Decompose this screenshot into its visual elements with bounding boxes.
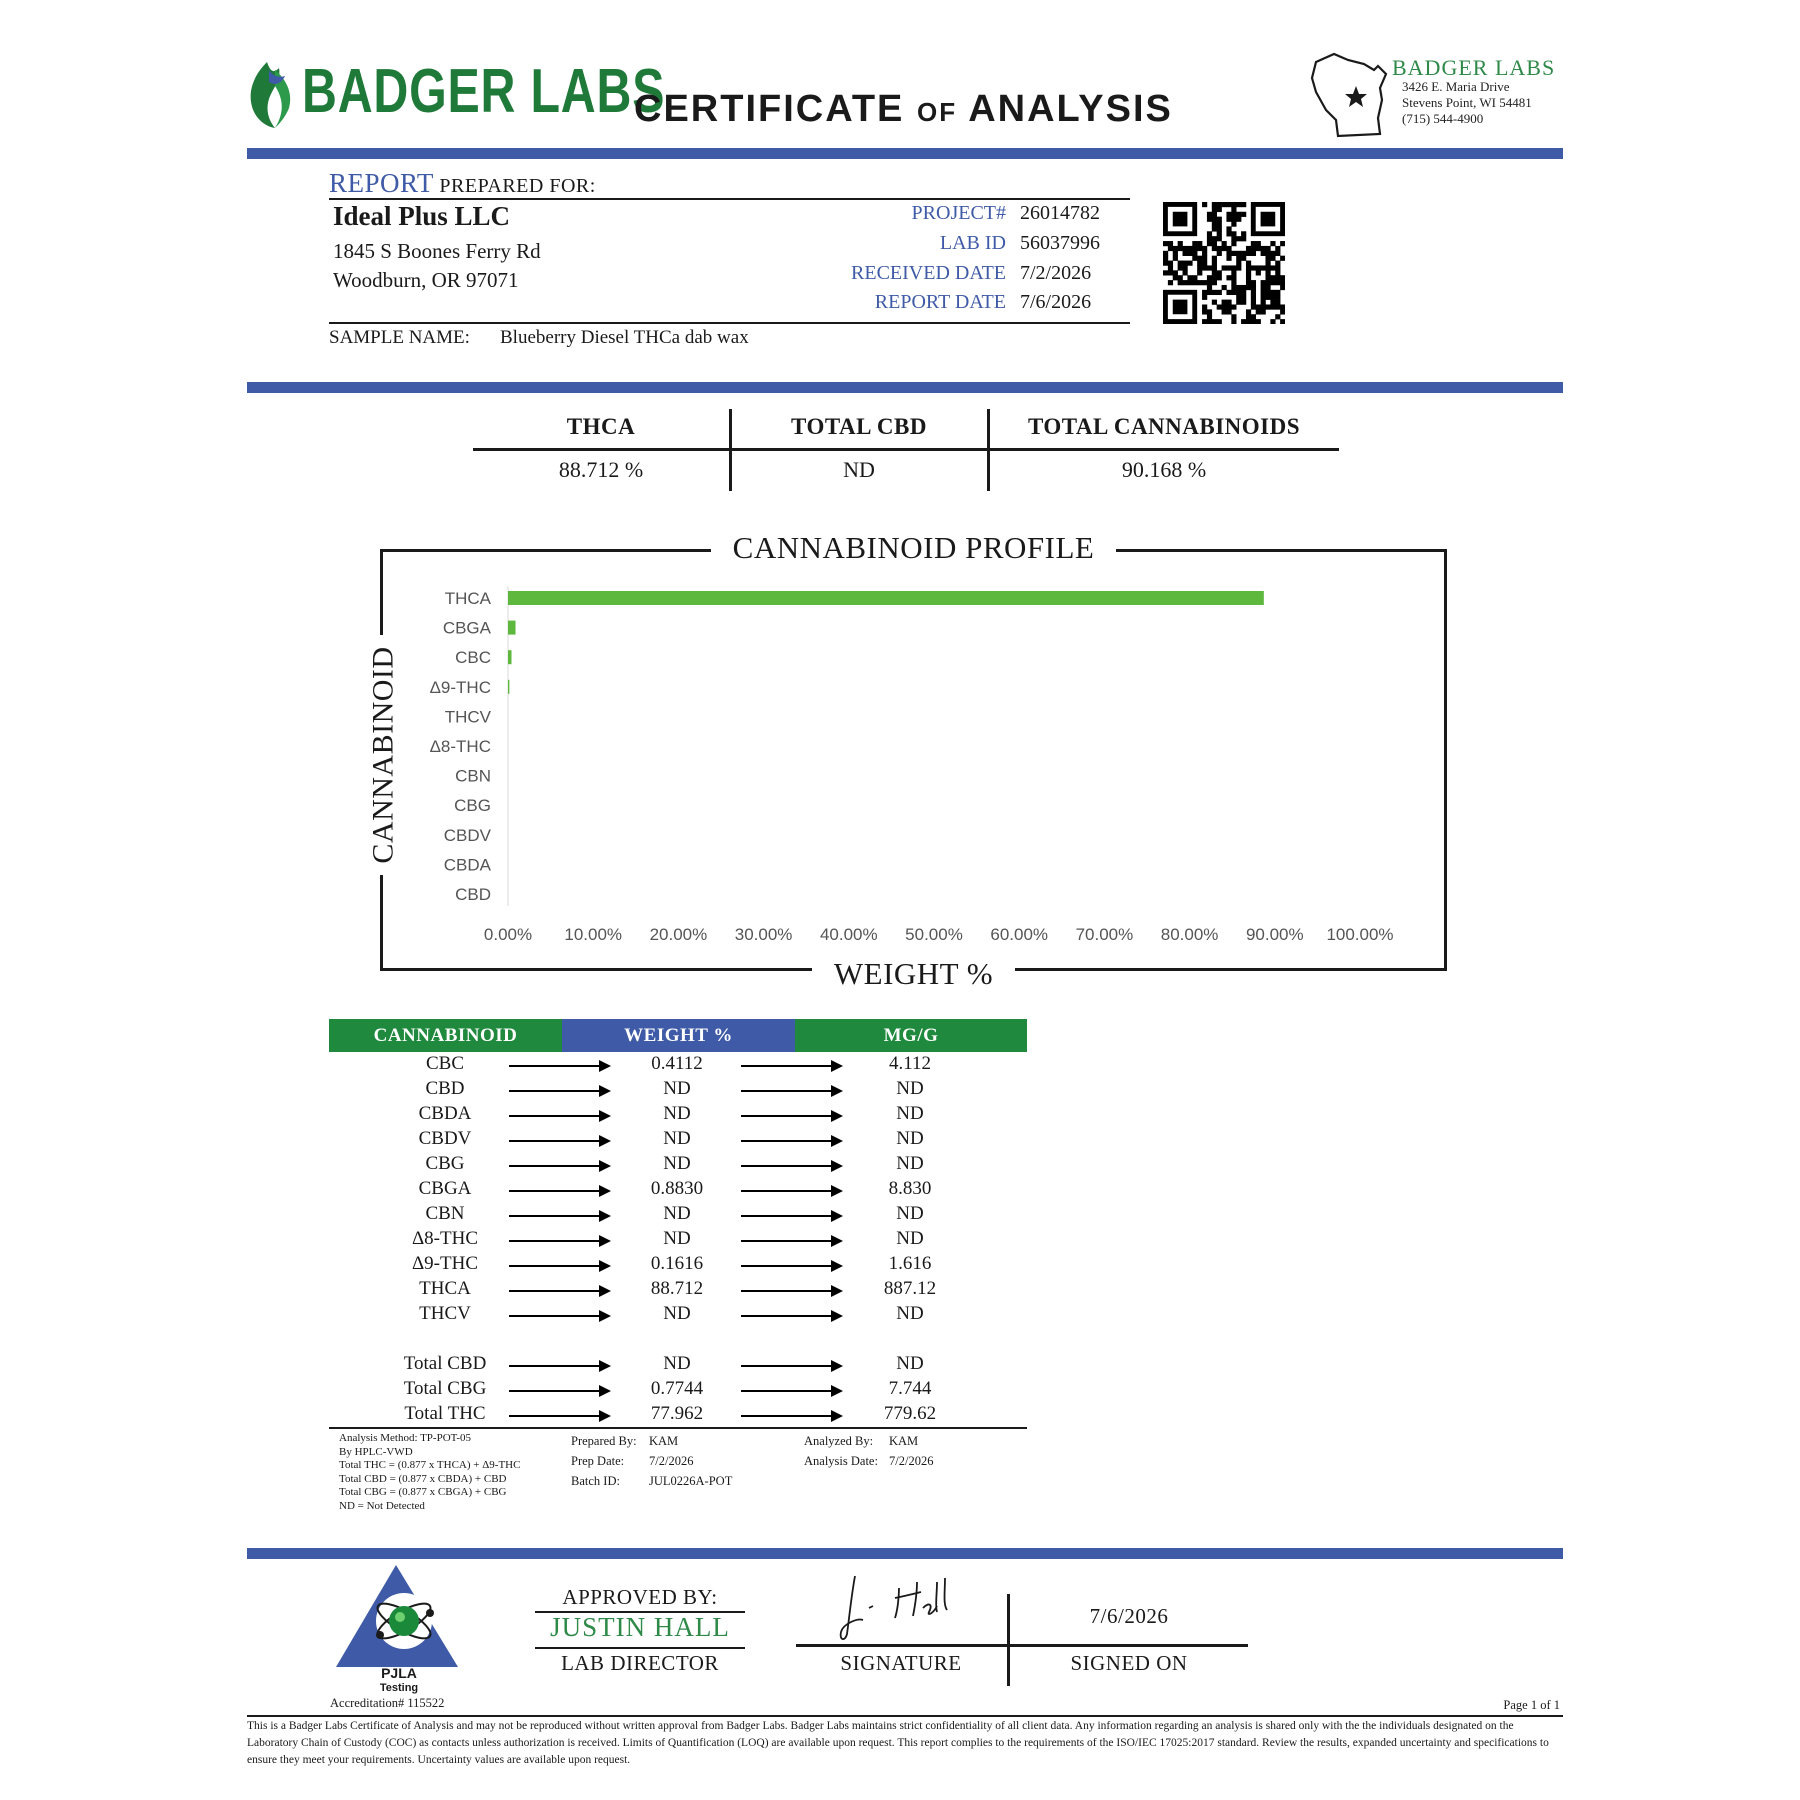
weight-value: 0.7744 [650,1378,704,1399]
approved-by-label: APPROVED BY: [562,1585,718,1609]
arrow-icon [741,1265,841,1267]
arrow-icon [509,1290,609,1292]
title-analysis: ANALYSIS [968,88,1173,130]
lab-name: BADGER LABS [1392,55,1556,80]
weight-value: ND [663,1153,691,1174]
table-bottom-rule [329,1427,1027,1429]
mgg-value: 7.744 [888,1378,932,1399]
signed-on-label: SIGNED ON [1070,1651,1188,1675]
table-header-weight: WEIGHT % [562,1019,795,1052]
cannabinoid-name: CBC [425,1053,465,1074]
accreditation: Accreditation# 115522 [330,1696,445,1710]
prepared-by-label: Prepared By: [571,1434,637,1448]
chart-x-tick-label: 80.00% [1160,925,1219,944]
arrow-icon [741,1315,841,1317]
page-number: Page 1 of 1 [1503,1698,1560,1712]
batch-id: JUL0226A-POT [649,1474,733,1488]
summary-total-label: TOTAL CANNABINOIDS [1027,414,1301,439]
method-line: Total THC = (0.877 x THCA) + Δ9-THC [339,1459,521,1471]
arrow-icon [509,1215,609,1217]
chart-y-axis-title: CANNABINOID [367,646,400,864]
approved-rule-bottom [535,1647,745,1649]
method-line: Total CBD = (0.877 x CBDA) + CBD [339,1472,507,1485]
chart-x-axis-title: WEIGHT % [812,956,1015,991]
cannabinoid-name: Total CBD [403,1353,487,1374]
received-label: RECEIVED DATE [851,262,1006,284]
chart-x-tick-label: 20.00% [649,925,708,944]
weight-value: 0.4112 [651,1053,703,1074]
method-notes [339,1432,520,1513]
project-label: PROJECT# [911,202,1006,224]
cannabinoid-name: Total THC [404,1403,486,1424]
chart-x-tick-label: 0.00% [483,925,533,944]
table-header-mgg: MG/G [795,1019,1027,1052]
analyzed-by: KAM [889,1434,919,1448]
method-line: Total CBG = (0.877 x CBGA) + CBG [339,1486,507,1498]
summary-thca-label: THCA [566,414,636,439]
lab-id: 56037996 [1020,232,1100,254]
weight-value: 0.8830 [650,1178,704,1199]
mgg-value: ND [896,1078,924,1099]
signature-rule [796,1644,1248,1647]
cannabinoid-name: Δ8-THC [411,1228,479,1249]
chart-x-tick-label: 100.00% [1326,925,1394,944]
arrow-icon [509,1090,609,1092]
title-of: OF [916,97,958,127]
chart-x-tick-label: 30.00% [734,925,793,944]
analysis-date: 7/2/2026 [889,1454,934,1468]
arrow-icon [741,1115,841,1117]
weight-value: 77.962 [650,1403,704,1424]
chart-category-label: CBDV [443,825,491,845]
chart-x-tick-label: 40.00% [819,925,878,944]
chart-x-tick-label: 50.00% [905,925,963,944]
arrow-icon [509,1115,609,1117]
mgg-value: ND [896,1203,924,1224]
weight-value: ND [663,1103,691,1124]
arrow-icon [509,1065,609,1067]
chart-category-label: CBN [455,766,491,786]
arrow-icon [741,1065,841,1067]
chart-title: CANNABINOID PROFILE [711,530,1117,565]
sample-label: SAMPLE NAME: [329,327,470,348]
chart-bar [508,680,509,694]
weight-value: ND [663,1353,691,1374]
cannabinoid-name: Total CBG [403,1378,487,1399]
weight-value: 0.1616 [650,1253,704,1274]
chart-category-label: CBGA [442,618,491,638]
signature-image [833,1568,983,1648]
prep-info [571,1431,732,1491]
chart-category-label: CBDA [443,855,491,875]
chart-category-label: Δ8-THC [429,737,491,756]
pjla-label: PJLA [381,1665,417,1681]
cannabinoid-name: CBDA [418,1103,472,1124]
arrow-icon [509,1365,609,1367]
batch-label: Batch ID: [571,1474,620,1488]
arrow-icon [741,1140,841,1142]
approver-title: LAB DIRECTOR [561,1651,719,1675]
weight-value: ND [663,1078,691,1099]
arrow-icon [741,1240,841,1242]
analyzed-by-label: Analyzed By: [804,1434,874,1448]
chart-category-label: CBC [455,648,491,668]
lab-id-label: LAB ID [939,232,1006,254]
arrow-icon [741,1290,841,1292]
arrow-icon [741,1365,841,1367]
pjla-logo [334,1563,464,1671]
chart-bar [508,591,1264,605]
report-date-label: REPORT DATE [874,291,1006,313]
report-date: 7/6/2026 [1020,291,1092,313]
analysis-date-label: Analysis Date: [804,1454,878,1468]
mgg-value: 1.616 [888,1253,932,1274]
project-number: 26014782 [1020,202,1100,224]
mgg-value: ND [896,1128,924,1149]
prepared-by: KAM [649,1434,679,1448]
mgg-value: ND [896,1353,924,1374]
client-name: Ideal Plus LLC [333,201,511,231]
logo-wordmark: BADGER LABS [302,57,666,126]
arrow-icon [509,1190,609,1192]
arrow-icon [509,1390,609,1392]
cannabinoid-name: Δ9-THC [411,1253,479,1274]
chart-category-label: THCA [444,589,491,608]
title-certificate: CERTIFICATE [634,88,905,130]
sample-name: Blueberry Diesel THCa dab wax [500,327,749,348]
mgg-value: 8.830 [888,1178,932,1199]
chart-x-tick-label: 10.00% [564,925,623,944]
arrow-icon [741,1415,841,1417]
footer-divider [247,1548,1563,1559]
client-address-line2: Woodburn, OR 97071 [333,268,519,292]
chart-x-tick-label: 70.00% [1075,925,1134,944]
signature-label: SIGNATURE [840,1651,962,1675]
arrow-icon [509,1265,609,1267]
table-header-cannabinoid: CANNABINOID [329,1019,562,1052]
cannabinoid-name: THCA [419,1278,471,1299]
cannabinoid-name: CBN [425,1203,465,1224]
method-line: Analysis Method: TP-POT-05 [339,1432,472,1444]
mgg-value: ND [896,1103,924,1124]
chart-category-label: CBG [454,796,491,816]
pjla-testing: Testing [379,1682,419,1694]
chart-bar [508,650,512,664]
arrow-icon [509,1240,609,1242]
address-line1: 3426 E. Maria Drive [1402,79,1510,94]
weight-value: ND [663,1228,691,1249]
arrow-icon [509,1140,609,1142]
mgg-value: ND [896,1228,924,1249]
prep-date-label: Prep Date: [571,1454,625,1468]
report-word: REPORT [329,168,434,198]
arrow-icon [741,1215,841,1217]
prep-date: 7/2/2026 [649,1454,694,1468]
prepared-for: PREPARED FOR: [439,175,596,197]
summary-total-value: 90.168 % [1121,457,1207,482]
chart-category-label: THCV [444,707,491,727]
weight-value: ND [663,1203,691,1224]
method-line: ND = Not Detected [339,1499,425,1512]
cannabinoid-name: CBGA [418,1178,472,1199]
summary-thca-value: 88.712 % [558,457,644,482]
received-date: 7/2/2026 [1020,262,1092,284]
mgg-value: 887.12 [883,1278,937,1299]
disclaimer-text: This is a Badger Labs Certificate of Analysis and may not be reproduced without written approval from Badger Labs. Badger Labs maintains strict confidentiality of all client data. Any information regarding an analysis is shared only with the the individuals designated on the Laboratory Chain of Custody (COC) as contacts unless authorization is received. Limits of Quantification (LOQ) are available upon request. This report complies to the requirements of the ISO/IEC 17025:2017 standard. Review the results, expanded uncertainty and specifications to ensure they meet your requirements. Uncertainty values are available upon request. [247,1720,1549,1766]
weight-value: ND [663,1303,691,1324]
arrow-icon [741,1190,841,1192]
cannabinoid-name: CBD [425,1078,465,1099]
weight-value: 88.712 [650,1278,704,1299]
pjla-text [334,1666,464,1696]
disclaimer-rule [247,1715,1563,1717]
mgg-value: ND [896,1303,924,1324]
mgg-value: ND [896,1153,924,1174]
chart-bar [508,621,516,635]
summary-cbd-label: TOTAL CBD [791,414,927,439]
approver-name: JUSTIN HALL [550,1612,730,1642]
mgg-value: 779.62 [883,1403,937,1424]
arrow-icon [741,1390,841,1392]
chart-category-label: CBD [455,885,491,904]
cannabinoid-name: THCV [419,1303,471,1324]
method-line: By HPLC-VWD [339,1445,413,1458]
chart-category-label: Δ9-THC [429,677,491,697]
arrow-icon [509,1415,609,1417]
signed-date: 7/6/2026 [1089,1604,1169,1628]
arrow-icon [741,1090,841,1092]
mgg-value: 4.112 [888,1053,932,1074]
summary-cbd-value: ND [843,457,875,482]
analysis-info [804,1431,933,1471]
chart-x-tick-label: 60.00% [990,925,1049,944]
arrow-icon [509,1315,609,1317]
arrow-icon [509,1165,609,1167]
cannabinoid-name: CBG [425,1153,465,1174]
client-address-line1: 1845 S Boones Ferry Rd [333,239,541,263]
address-line2: Stevens Point, WI 54481 [1402,95,1532,110]
weight-value: ND [663,1128,691,1149]
chart-x-tick-label: 90.00% [1245,925,1304,944]
cannabinoid-name: CBDV [418,1128,472,1149]
lab-phone: (715) 544-4900 [1402,111,1484,126]
arrow-icon [741,1165,841,1167]
